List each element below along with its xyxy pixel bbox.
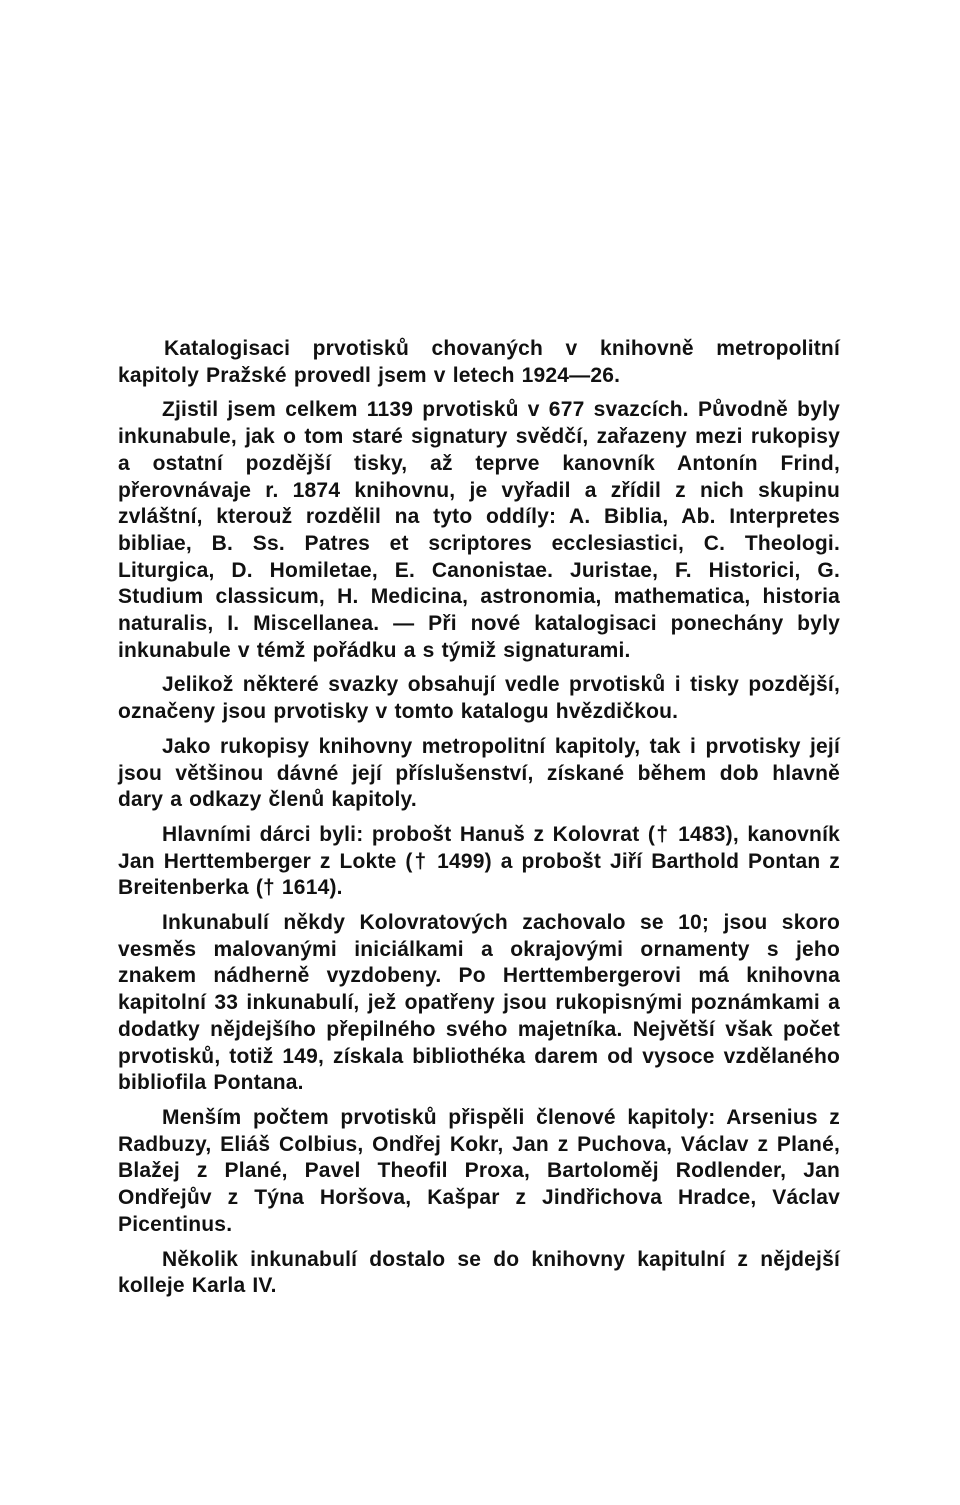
paragraph-main-donors: Hlavními dárci byli: probošt Hanuš z Kolovrat († 1483), kanovník Jan Herttemberger z Lokte († 1499) a probošt Jiří Barthold Pontan z Breitenberka († 1614). — [118, 822, 840, 900]
paragraph-charles-college: Několik inkunabulí dostalo se do knihovny kapitulní z nějdejší kolleje Karla IV. — [118, 1247, 840, 1298]
body-text — [118, 336, 840, 1300]
paragraph-cataloguing: Katalogisaci prvotisků chovaných v knihovně metropolitní kapitoly Pražské provedl jsem v letech 1924—26. — [118, 337, 840, 387]
paragraph-collection-history: Zjistil jsem celkem 1139 prvotisků v 677 svazcích. Původně byly inkunabule, jak o tom staré signatury svědčí, zařazeny mezi rukopisy a ostatní pozdější tisky, až teprve kanovník Antonín Frind, přerovnávaje r. 1874 knihovnu, je vyřadil a zřídil z nich skupinu zvláštní, kterouž rozdělil na tyto oddíly: A. Biblia, Ab. Interpretes bibliae, B. Ss. Patres et scriptores ecclesiastici, C. Theologi. Liturgica, D. Homiletae, E. Canonistae. Juristae, F. Historici, G. Studium classicum, H. Medicina, astronomia, mathematica, historia naturalis, I. Miscellanea. — Při nové katalogisaci ponechány byly inkunabule v témž pořádku a s týmiž signaturami. — [118, 398, 840, 662]
paragraph-provenance: Jako rukopisy knihovny metropolitní kapitoly, tak i prvotisky její jsou většinou dávné její příslušenství, získané během dob hlavně dary a odkazy členů kapitoly. — [118, 734, 840, 812]
paragraph-donor-details: Inkunabulí někdy Kolovratových zachovalo se 10; jsou skoro vesměs malovanými iniciálkami a okrajovými ornamenty s jeho znakem nádherně vyzdobeny. Po Herttembergerovi má knihovna kapitolní 33 inkunabulí, jež opatřeny jsou rukopisnými poznámkami a dodatky nějdejšího přepilného svého majetníka. Největší však počet prvotisků, totiž 149, získala bibliothéka darem od vysoce vzdělaného bibliofila Pontana. — [118, 911, 840, 1095]
paragraph-chapter-members: Menším počtem prvotisků přispěli členové kapitoly: Arsenius z Radbuzy, Eliáš Colbius, Ondřej Kokr, Jan z Puchova, Václav z Plané, Blažej z Plané, Pavel Theofil Proxa, Bartoloměj Rodlender, Jan Ondřejův z Týna Horšova, Kašpar z Jindřichova Hradce, Václav Picentinus. — [118, 1105, 840, 1236]
paragraph-asterisk-note: Jelikož některé svazky obsahují vedle prvotisků i tisky pozdější, označeny jsou prvotisky v tomto katalogu hvězdičkou. — [118, 673, 840, 724]
